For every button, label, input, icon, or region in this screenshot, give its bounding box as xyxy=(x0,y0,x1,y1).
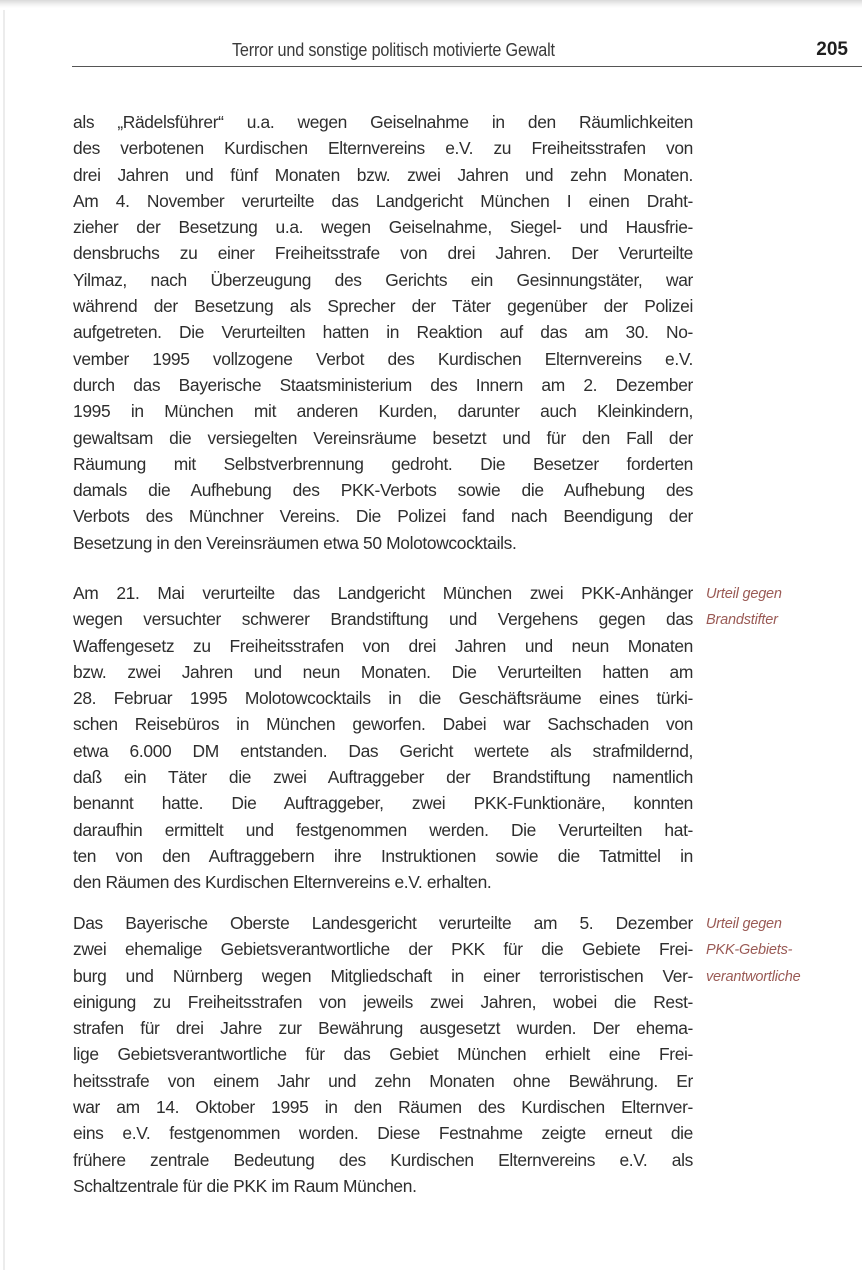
text-line: damals die Aufhebung des PKK-Verbots sowie die Aufhebung des xyxy=(73,480,693,501)
text-line: 28. Februar 1995 Molotowcocktails in die Geschäftsräume eines türki- xyxy=(73,688,693,709)
margin-note-pkk-gebietsverantwortliche xyxy=(706,911,856,990)
text-line: heitsstrafe von einem Jahr und zehn Monaten ohne Bewährung. Er xyxy=(73,1070,693,1091)
text-line: Schaltzentrale für die PKK im Raum München. xyxy=(73,1175,417,1196)
text-line: zwei ehemalige Gebietsverantwortliche der PKK für die Gebiete Frei- xyxy=(73,939,693,960)
text-line: schen Reisebüros in München geworfen. Dabei war Sachschaden von xyxy=(73,714,693,735)
text-line: bzw. zwei Jahren und neun Monaten. Die Verurteilten hatten am xyxy=(73,661,693,682)
page-number: 205 xyxy=(816,39,848,60)
text-line: Verbots des Münchner Vereins. Die Polizei fand nach Beendigung der xyxy=(73,506,693,527)
text-line: Am 4. November verurteilte das Landgericht München I einen Draht- xyxy=(73,190,693,211)
text-line: während der Besetzung als Sprecher der Täter gegenüber der Polizei xyxy=(73,296,693,317)
text-line: lige Gebietsverantwortliche für das Gebiet München erhielt eine Frei- xyxy=(73,1044,693,1065)
text-line: burg und Nürnberg wegen Mitgliedschaft in einer terroristischen Ver- xyxy=(73,965,693,986)
paragraph-2 xyxy=(73,580,693,896)
text-line: Besetzung in den Vereinsräumen etwa 50 Molotowcocktails. xyxy=(73,532,517,553)
page-left-edge xyxy=(3,10,5,1270)
text-line: daraufhin ermittelt und festgenommen werden. Die Verurteilten hat- xyxy=(73,819,693,840)
margin-note-line: Urteil gegen xyxy=(706,916,782,932)
paragraph-3 xyxy=(73,910,693,1199)
running-title: Terror und sonstige politisch motivierte Gewalt xyxy=(232,40,555,60)
text-line: ten von den Auftraggebern ihre Instruktionen sowie die Tatmittel in xyxy=(73,845,693,866)
text-line: des verbotenen Kurdischen Elternvereins e.V. zu Freiheitsstrafen von xyxy=(73,138,693,159)
text-line: 1995 in München mit anderen Kurden, darunter auch Kleinkindern, xyxy=(73,401,693,422)
text-line: durch das Bayerische Staatsministerium des Innern am 2. Dezember xyxy=(73,374,693,395)
text-line: densbruchs zu einer Freiheitsstrafe von drei Jahren. Der Verurteilte xyxy=(73,243,693,264)
text-line: einigung zu Freiheitsstrafen von jeweils zwei Jahren, wobei die Rest- xyxy=(73,991,693,1012)
text-line: wegen versuchter schwerer Brandstiftung und Vergehens gegen das xyxy=(73,609,693,630)
text-line: Yilmaz, nach Überzeugung des Gerichts ein Gesinnungstäter, war xyxy=(73,269,693,290)
text-line: war am 14. Oktober 1995 in den Räumen des Kurdischen Elternver- xyxy=(73,1097,693,1118)
text-line: benannt hatte. Die Auftraggeber, zwei PKK-Funktionäre, konnten xyxy=(73,793,693,814)
text-line: Am 21. Mai verurteilte das Landgericht München zwei PKK-Anhänger xyxy=(73,583,693,603)
text-line: daß ein Täter die zwei Auftraggeber der Brandstiftung namentlich xyxy=(73,767,693,788)
page-top-shadow xyxy=(0,0,862,8)
text-line: eins e.V. festgenommen worden. Diese Festnahme zeigte erneut die xyxy=(73,1123,693,1144)
running-header xyxy=(72,36,862,67)
margin-note-brandstifter xyxy=(706,581,856,634)
paragraph-1 xyxy=(73,109,693,556)
text-line: vember 1995 vollzogene Verbot des Kurdischen Elternvereins e.V. xyxy=(73,348,693,369)
text-line: zieher der Besetzung u.a. wegen Geiselnahme, Siegel- und Hausfrie- xyxy=(73,217,693,238)
text-line: frühere zentrale Bedeutung des Kurdischen Elternvereins e.V. als xyxy=(73,1149,693,1170)
margin-note-line: PKK-Gebiets- xyxy=(706,942,793,959)
text-line: als „Rädelsführer“ u.a. wegen Geiselnahme in den Räumlichkeiten xyxy=(73,112,693,132)
text-line: gewaltsam die versiegelten Vereinsräume besetzt und für den Fall der xyxy=(73,427,693,448)
text-line: den Räumen des Kurdischen Elternvereins e.V. erhalten. xyxy=(73,872,492,893)
text-line: Das Bayerische Oberste Landesgericht verurteilte am 5. Dezember xyxy=(73,913,693,933)
text-line: Waffengesetz zu Freiheitsstrafen von drei Jahren und neun Monaten xyxy=(73,635,693,656)
text-line: etwa 6.000 DM entstanden. Das Gericht wertete als strafmildernd, xyxy=(73,740,693,761)
text-line: Räumung mit Selbstverbrennung gedroht. Die Besetzer forderten xyxy=(73,453,693,474)
text-line: strafen für drei Jahre zur Bewährung ausgesetzt wurden. Der ehema- xyxy=(73,1018,693,1039)
margin-note-line: Brandstifter xyxy=(706,612,778,629)
margin-note-line: verantwortliche xyxy=(706,968,801,985)
text-line: drei Jahren und fünf Monaten bzw. zwei Jahren und zehn Monaten. xyxy=(73,164,693,185)
text-line: aufgetreten. Die Verurteilten hatten in Reaktion auf das am 30. No- xyxy=(73,322,693,343)
margin-note-line: Urteil gegen xyxy=(706,586,782,602)
